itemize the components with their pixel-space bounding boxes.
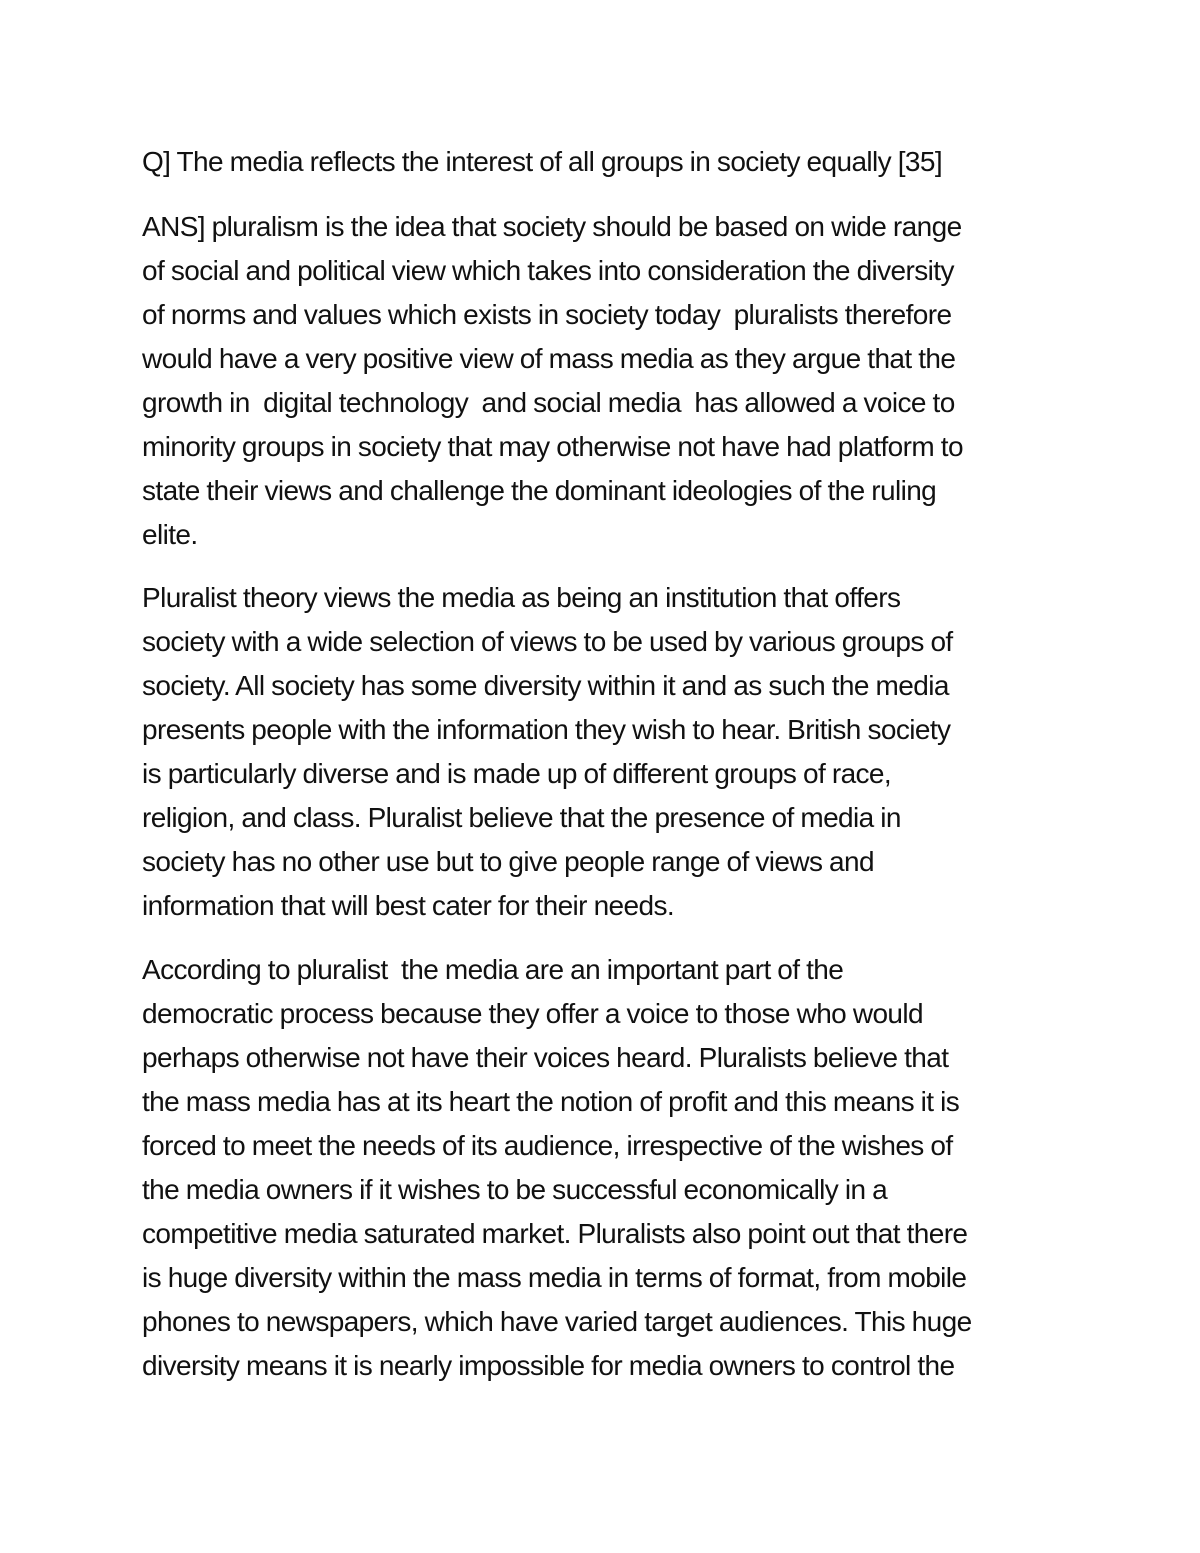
paragraph-3 [142, 948, 1072, 1388]
paragraph-line: presents people with the information they wish to hear. British society [142, 714, 951, 745]
paragraph-2 [142, 576, 1072, 928]
paragraph-line: information that will best cater for their needs. [142, 890, 675, 921]
paragraph-line: competitive media saturated market. Pluralists also point out that there [142, 1218, 968, 1249]
paragraph-line: of social and political view which takes into consideration the diversity [142, 255, 954, 286]
paragraph-line: society with a wide selection of views to be used by various groups of [142, 626, 953, 657]
paragraph-line: Pluralist theory views the media as being an institution that offers [142, 582, 901, 613]
paragraph-line: growth in digital technology and social media has allowed a voice to [142, 387, 955, 418]
paragraph-line: is huge diversity within the mass media in terms of format, from mobile [142, 1262, 967, 1293]
paragraph-1 [142, 205, 1072, 557]
paragraph-line: democratic process because they offer a voice to those who would [142, 998, 923, 1029]
paragraph-line: perhaps otherwise not have their voices heard. Pluralists believe that [142, 1042, 949, 1073]
paragraph-line: elite. [142, 519, 198, 550]
paragraph-line: of norms and values which exists in society today pluralists therefore [142, 299, 952, 330]
paragraph-line: is particularly diverse and is made up of different groups of race, [142, 758, 892, 789]
paragraph-line: the mass media has at its heart the notion of profit and this means it is [142, 1086, 960, 1117]
paragraph-line: forced to meet the needs of its audience, irrespective of the wishes of [142, 1130, 953, 1161]
paragraph-line: would have a very positive view of mass media as they argue that the [142, 343, 956, 374]
paragraph-line: religion, and class. Pluralist believe that the presence of media in [142, 802, 901, 833]
paragraph-line: the media owners if it wishes to be successful economically in a [142, 1174, 888, 1205]
paragraph-line: diversity means it is nearly impossible for media owners to control the [142, 1350, 955, 1381]
paragraph-line: ANS] pluralism is the idea that society should be based on wide range [142, 211, 962, 242]
question-text: Q] The media reflects the interest of all groups in society equally [35] [142, 146, 943, 177]
paragraph-line: society. All society has some diversity within it and as such the media [142, 670, 949, 701]
question-line [142, 140, 1072, 184]
paragraph-line: society has no other use but to give people range of views and [142, 846, 874, 877]
paragraph-line: minority groups in society that may otherwise not have had platform to [142, 431, 963, 462]
paragraph-line: phones to newspapers, which have varied target audiences. This huge [142, 1306, 972, 1337]
paragraph-line: state their views and challenge the dominant ideologies of the ruling [142, 475, 937, 506]
paragraph-line: According to pluralist the media are an important part of the [142, 954, 844, 985]
